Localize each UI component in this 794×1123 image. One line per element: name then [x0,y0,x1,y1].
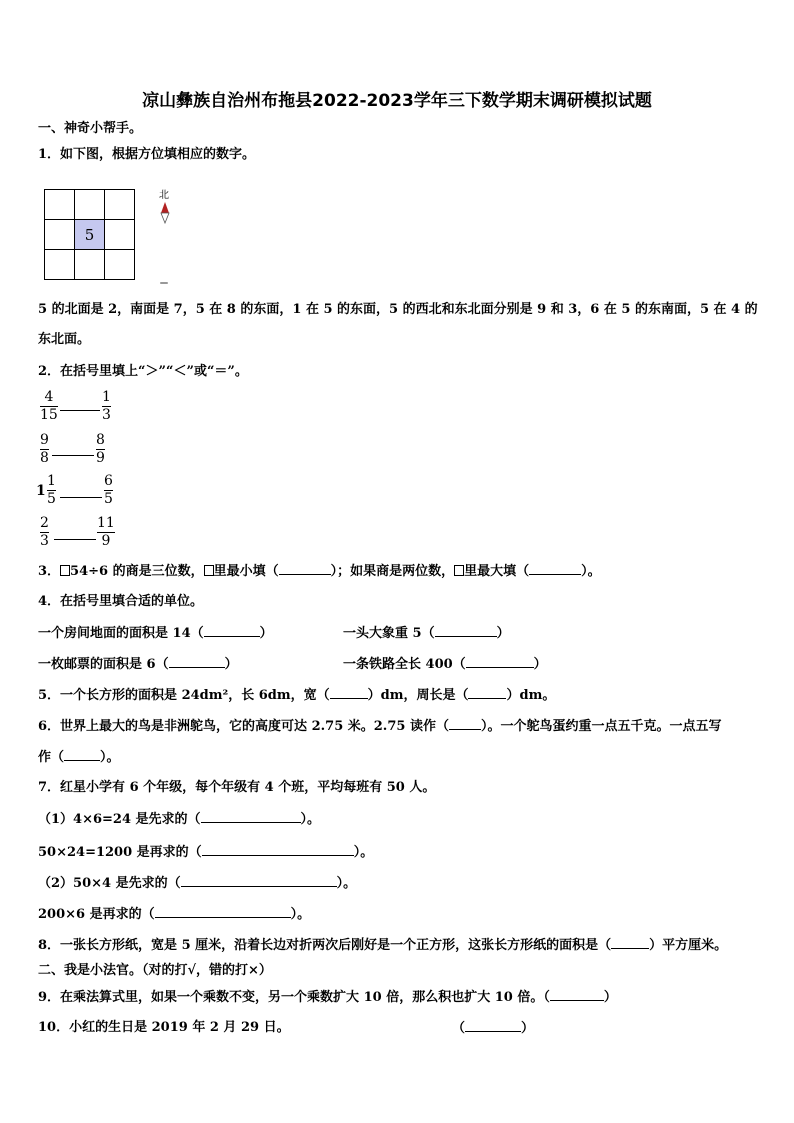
fraction-right: 8 9 [96,432,105,466]
question-6-line2: 作（ ）。 [38,750,120,765]
question-3: 3． 54÷6 的商是三位数， 里最小填（ ）；如果商是两位数， 里最大填（ ）。 [38,564,601,579]
grid-cell [105,250,135,280]
grid-cell [105,220,135,250]
answer-blank[interactable] [169,655,225,668]
grid-center-cell: 5 [75,220,105,250]
answer-blank[interactable] [330,686,368,699]
answer-blank[interactable] [468,686,506,699]
north-arrow-icon [160,202,170,224]
grid-cell [105,190,135,220]
answer-blank[interactable] [611,936,649,949]
fraction-left: 4 15 [40,389,58,423]
grid-cell [45,220,75,250]
answer-blank[interactable] [466,655,534,668]
fraction-left: 2 3 [40,515,49,549]
square-box-icon [204,565,214,576]
answer-blank[interactable] [52,455,94,456]
mixed-whole: 1 [36,483,46,499]
answer-blank[interactable] [64,748,100,761]
fraction-right: 1 3 [102,389,111,423]
answer-blank[interactable] [60,410,100,411]
answer-blank[interactable] [54,539,96,540]
fraction-left: 1 5 [47,473,56,507]
answer-blank[interactable] [60,497,102,498]
section-heading-1: 一、神奇小帮手。 [38,121,143,136]
grid-cell [75,250,105,280]
grid-cell [45,250,75,280]
q4-item-d: 一条铁路全长 400（ ） [343,657,547,672]
q7-step-1: （1）4×6=24 是先求的（ ）。 [38,812,321,827]
answer-blank[interactable] [202,843,354,856]
question-5: 5．一个长方形的面积是 24dm²，长 6dm，宽（ ）dm，周长是（ ）dm。 [38,688,556,703]
answer-blank[interactable] [465,1019,521,1032]
question-2: 2．在括号里填上“＞”“＜”或“＝”。 [38,364,248,379]
section-heading-2: 二、我是小法官。（对的打√，错的打×） [38,963,272,978]
answer-blank[interactable] [181,874,337,887]
square-box-icon [60,565,70,576]
q7-step-2: 50×24=1200 是再求的（ ）。 [38,845,374,860]
question-1: 1．如下图，根据方位填相应的数字。 [38,147,256,162]
q10-answer: （ ） [452,1021,535,1036]
answer-blank[interactable] [550,988,604,1001]
q4-item-b: 一头大象重 5（ ） [343,626,510,641]
grid-cell [75,190,105,220]
page-title: 凉山彝族自治州布拖县2022-2023学年三下数学期末调研模拟试题 [142,91,652,111]
question-7: 7．红星小学有 6 个年级，每个年级有 4 个班，平均每班有 50 人。 [38,780,436,795]
grid-cell [45,190,75,220]
question-6: 6．世界上最大的鸟是非洲鸵鸟，它的高度可达 2.75 米。2.75 读作（ ）。一个鸵鸟蛋约重一点五千克。一点五写 [38,719,722,734]
square-box-icon [454,565,464,576]
north-label: 北 [159,190,169,201]
answer-blank[interactable] [529,562,581,575]
question-8: 8．一张长方形纸，宽是 5 厘米，沿着长边对折两次后刚好是一个正方形，这张长方形纸的面积是（ ）平方厘米。 [38,938,728,953]
divider-mark [160,282,168,284]
answer-blank[interactable] [155,905,291,918]
q4-item-a: 一个房间地面的面积是 14（ ） [38,626,273,641]
direction-grid [44,189,135,280]
answer-blank[interactable] [449,717,481,730]
answer-blank[interactable] [435,624,497,637]
q1-description-line2: 东北面。 [38,332,91,347]
q7-step-4: 200×6 是再求的（ ）。 [38,907,311,922]
answer-blank[interactable] [201,810,301,823]
question-9: 9．在乘法算式里，如果一个乘数不变，另一个乘数扩大 10 倍，那么积也扩大 10 倍。（ ） [38,990,617,1005]
q4-item-c: 一枚邮票的面积是 6（ ） [38,657,238,672]
answer-blank[interactable] [204,624,260,637]
fraction-right: 6 5 [104,473,113,507]
q7-step-3: （2）50×4 是先求的（ ）。 [38,876,357,891]
fraction-left: 9 8 [40,432,49,466]
fraction-right: 11 9 [97,515,115,549]
q1-description-line1: 5 的北面是 2，南面是 7，5 在 8 的东面，1 在 5 的东面，5 的西北和东北面分别是 9 和 3，6 在 5 的东南面，5 在 4 的 [38,302,758,317]
answer-blank[interactable] [279,562,331,575]
question-4: 4．在括号里填合适的单位。 [38,594,204,609]
question-10: 10．小红的生日是 2019 年 2 月 29 日。 [38,1020,290,1035]
